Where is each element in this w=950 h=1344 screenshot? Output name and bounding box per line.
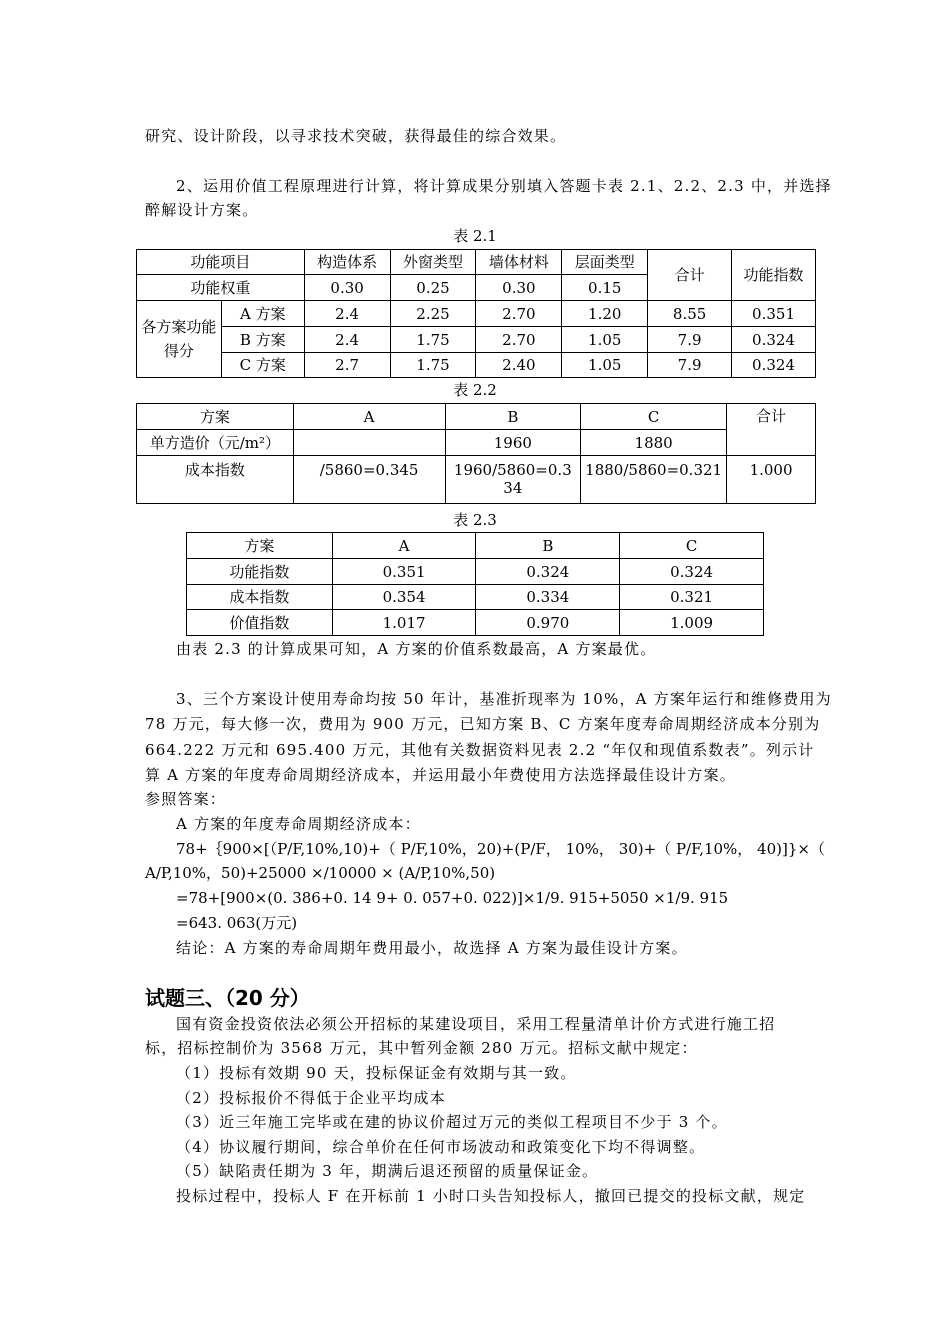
q3-answer-line: A/P,10%，50)+25000 ×/10000 × (A/P,10%,50): [145, 864, 496, 882]
t23-row-label: 功能指数: [187, 559, 333, 585]
q3-answer-line: 78+｛900×[（P/F,10%,10)+（ P/F,10%，20)+(P/F， 10%， 30)+（ P/F,10%， 40)]}×（: [176, 840, 825, 858]
t23-cell: 0.334: [476, 585, 620, 610]
t21-weight: 0.15: [562, 275, 648, 301]
q-three-line: （1）投标有效期 90 天，投标保证金有效期与其一致。: [176, 1064, 577, 1082]
t22-cost: /5860=0.345: [293, 456, 445, 504]
q3-answer-line: A 方案的年度寿命周期经济成本：: [176, 815, 421, 833]
table-2-2-caption: 表 2.2: [453, 381, 497, 399]
t21-header-structure: 构造体系: [304, 250, 390, 275]
t21-header-wall: 墙体材料: [476, 250, 562, 275]
t22-header-c: C: [581, 404, 727, 430]
t21-cell: 2.7: [304, 353, 390, 378]
t21-cell: 2.25: [390, 301, 476, 327]
t21-cell: 7.9: [648, 327, 732, 353]
t21-cell: 2.4: [304, 301, 390, 327]
t21-cell: 1.75: [390, 353, 476, 378]
section-heading: 试题三、（20 分）: [145, 986, 310, 1010]
q3-answer-line: =643. 063(万元): [176, 914, 298, 932]
t21-cell: 0.324: [732, 327, 816, 353]
t21-weight: 0.30: [304, 275, 390, 301]
t21-cell: 1.20: [562, 301, 648, 327]
t23-header-plan: 方案: [187, 533, 333, 559]
table-2-3-caption: 表 2.3: [453, 511, 497, 529]
t22-cost: 1960/5860=0.334: [445, 456, 581, 504]
t22-price: 1880: [581, 430, 727, 456]
t23-cell: 0.321: [620, 585, 764, 610]
t21-cell: 2.70: [476, 327, 562, 353]
q-three-line: （5）缺陷责任期为 3 年，期满后退还预留的质量保证金。: [176, 1162, 599, 1180]
t21-weight-label: 功能权重: [137, 275, 305, 301]
t22-cost: 1880/5860=0.321: [581, 456, 727, 504]
q-three-line: 国有资金投资依法必须公开招标的某建设项目，采用工程量清单计价方式进行施工招: [176, 1015, 776, 1033]
t21-cell: 7.9: [648, 353, 732, 378]
q3-reference-label: 参照答案：: [145, 790, 227, 808]
t23-header-a: A: [332, 533, 476, 559]
t21-weight: 0.25: [390, 275, 476, 301]
t23-cell: 1.017: [332, 610, 476, 636]
q-three-line: 标，招标控制价为 3568 万元，其中暂列金额 280 万元。招标文献中规定：: [145, 1039, 698, 1057]
q3-conclusion: 结论：A 方案的寿命周期年费用最小，故选择 A 方案为最佳设计方案。: [176, 939, 688, 957]
t21-cell: 0.324: [732, 353, 816, 378]
t23-cell: 1.009: [620, 610, 764, 636]
t22-cost-label: 成本指数: [137, 456, 294, 504]
t22-cost-total: 1.000: [727, 456, 816, 504]
t21-cell: 2.4: [304, 327, 390, 353]
t21-cell: 8.55: [648, 301, 732, 327]
q2-line-1: 2、运用价值工程原理进行计算，将计算成果分别填入答题卡表 2.1、2.2、2.3 中，并选择: [176, 177, 832, 195]
table-2-3-conclusion: 由表 2.3 的计算成果可知，A 方案的价值系数最高，A 方案最优。: [176, 640, 657, 658]
table-2-2: [136, 403, 816, 504]
t21-cell: 1.05: [562, 327, 648, 353]
t22-price-label: 单方造价（元/m²）: [137, 430, 294, 456]
t22-header-plan: 方案: [137, 404, 294, 430]
t21-header-item: 功能项目: [137, 250, 305, 275]
q3-line: 3、三个方案设计使用寿命均按 50 年计，基准折现率为 10%，A 方案年运行和维修费用为: [176, 690, 832, 708]
q-three-line: （3）近三年施工完毕或在建的协议价超过万元的类似工程项目不少于 3 个。: [176, 1113, 728, 1131]
t22-header-a: A: [293, 404, 445, 430]
t23-cell: 0.354: [332, 585, 476, 610]
t21-header-total: 合计: [648, 250, 732, 301]
t23-cell: 0.324: [620, 559, 764, 585]
q3-line: 78 万元，每大修一次，费用为 900 万元，已知方案 B、C 方案年度寿命周期经济成本分别为: [145, 715, 821, 733]
t21-cell: 2.40: [476, 353, 562, 378]
q-three-line: 投标过程中，投标人 F 在开标前 1 小时口头告知投标人，撤回已提交的投标文献，规定: [176, 1187, 806, 1205]
table-2-1-caption: 表 2.1: [453, 227, 497, 245]
t23-row-label: 成本指数: [187, 585, 333, 610]
q3-line: 算 A 方案的年度寿命周期经济成本，并运用最小年费使用方法选择最佳设计方案。: [145, 766, 736, 784]
t21-weight: 0.30: [476, 275, 562, 301]
table-2-3: [186, 532, 764, 636]
t23-cell: 0.324: [476, 559, 620, 585]
q-three-line: （4）协议履行期间，综合单价在任何市场波动和政策变化下均不得调整。: [176, 1138, 706, 1156]
t22-header-total: 合计: [727, 404, 816, 456]
table-2-1: [136, 249, 816, 378]
t21-cell: 0.351: [732, 301, 816, 327]
t22-header-b: B: [445, 404, 581, 430]
t21-header-index: 功能指数: [732, 250, 816, 301]
intro-line: 研究、设计阶段，以寻求技术突破，获得最佳的综合效果。: [145, 127, 567, 145]
t21-group-label: 各方案功能得分: [137, 301, 222, 378]
t21-row-name: A 方案: [221, 301, 304, 327]
t23-header-c: C: [620, 533, 764, 559]
t21-header-window: 外窗类型: [390, 250, 476, 275]
t21-cell: 2.70: [476, 301, 562, 327]
t21-header-roof: 层面类型: [562, 250, 648, 275]
t23-row-label: 价值指数: [187, 610, 333, 636]
t23-cell: 0.351: [332, 559, 476, 585]
q3-answer-line: =78+[900×(0. 386+0. 14 9+ 0. 057+0. 022)]×1/9. 915+5050 ×1/9. 915: [176, 889, 729, 907]
q2-line-2: 醉解设计方案。: [145, 201, 259, 219]
t21-cell: 1.75: [390, 327, 476, 353]
t21-cell: 1.05: [562, 353, 648, 378]
t21-row-name: C 方案: [221, 353, 304, 378]
t23-cell: 0.970: [476, 610, 620, 636]
t23-header-b: B: [476, 533, 620, 559]
t22-price: [293, 430, 445, 456]
q-three-line: （2）投标报价不得低于企业平均成本: [176, 1089, 446, 1107]
t21-row-name: B 方案: [221, 327, 304, 353]
t22-price: 1960: [445, 430, 581, 456]
q3-line: 664.222 万元和 695.400 万元，其他有关数据资料见表 2.2 “年仅和现值系数表”。列示计: [145, 741, 815, 759]
